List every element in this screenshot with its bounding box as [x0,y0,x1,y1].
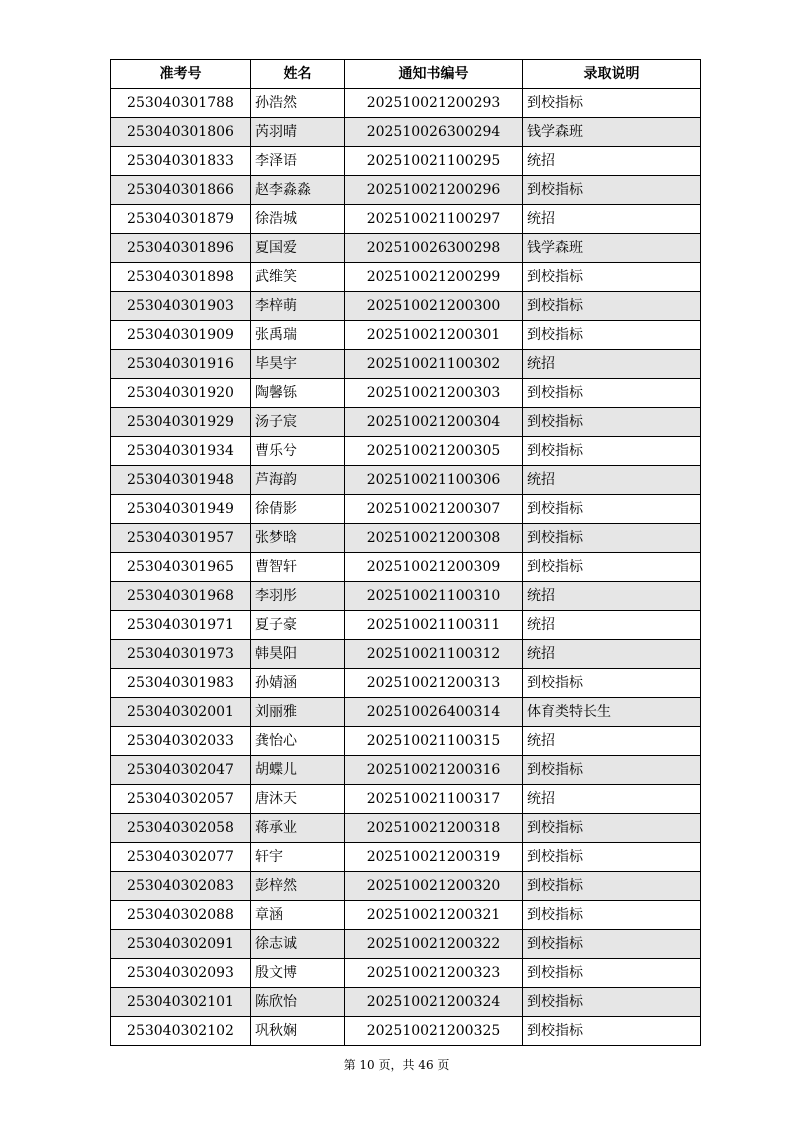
cell-exam-number: 253040301965 [111,553,251,582]
cell-admission-note: 到校指标 [523,988,701,1017]
cell-exam-number: 253040302058 [111,814,251,843]
cell-notice-number: 202510021100312 [345,640,523,669]
table-row [111,582,701,611]
cell-admission-note: 到校指标 [523,872,701,901]
table-row [111,785,701,814]
table-row [111,930,701,959]
cell-admission-note: 到校指标 [523,408,701,437]
cell-notice-number: 202510021200300 [345,292,523,321]
cell-exam-number: 253040301934 [111,437,251,466]
cell-notice-number: 202510021200322 [345,930,523,959]
cell-name: 张梦晗 [251,524,345,553]
cell-exam-number: 253040302033 [111,727,251,756]
cell-admission-note: 钱学森班 [523,234,701,263]
cell-admission-note: 到校指标 [523,959,701,988]
cell-notice-number: 202510021200301 [345,321,523,350]
table-row [111,118,701,147]
cell-notice-number: 202510021200313 [345,669,523,698]
cell-exam-number: 253040301909 [111,321,251,350]
table-row [111,959,701,988]
cell-admission-note: 体育类特长生 [523,698,701,727]
cell-notice-number: 202510021100297 [345,205,523,234]
cell-name: 胡蝶儿 [251,756,345,785]
table-row [111,234,701,263]
cell-name: 徐浩城 [251,205,345,234]
cell-name: 汤子宸 [251,408,345,437]
cell-notice-number: 202510026300298 [345,234,523,263]
cell-name: 曹智轩 [251,553,345,582]
table-row [111,727,701,756]
cell-exam-number: 253040302093 [111,959,251,988]
table-row [111,176,701,205]
table-row [111,292,701,321]
header-exam-number: 准考号 [111,60,251,89]
cell-exam-number: 253040301788 [111,89,251,118]
cell-notice-number: 202510021200321 [345,901,523,930]
cell-notice-number: 202510021200304 [345,408,523,437]
table-row [111,408,701,437]
cell-admission-note: 统招 [523,205,701,234]
cell-name: 陶馨铄 [251,379,345,408]
table-row [111,205,701,234]
cell-name: 孙婧涵 [251,669,345,698]
cell-notice-number: 202510021200309 [345,553,523,582]
cell-exam-number: 253040301971 [111,611,251,640]
cell-name: 李泽语 [251,147,345,176]
table-row [111,263,701,292]
cell-name: 徐倩影 [251,495,345,524]
cell-notice-number: 202510021200318 [345,814,523,843]
cell-name: 刘丽雅 [251,698,345,727]
table-row [111,640,701,669]
cell-notice-number: 202510021200320 [345,872,523,901]
cell-admission-note: 到校指标 [523,379,701,408]
cell-exam-number: 253040301957 [111,524,251,553]
cell-exam-number: 253040301920 [111,379,251,408]
cell-exam-number: 253040301916 [111,350,251,379]
cell-notice-number: 202510021200308 [345,524,523,553]
cell-name: 李梓萌 [251,292,345,321]
cell-exam-number: 253040302077 [111,843,251,872]
table-row [111,147,701,176]
cell-exam-number: 253040301983 [111,669,251,698]
cell-notice-number: 202510021200316 [345,756,523,785]
cell-name: 毕昊宇 [251,350,345,379]
header-notice-number: 通知书编号 [345,60,523,89]
cell-admission-note: 到校指标 [523,524,701,553]
admission-table [110,59,701,1046]
cell-exam-number: 253040301866 [111,176,251,205]
cell-notice-number: 202510021200307 [345,495,523,524]
table-row [111,698,701,727]
cell-name: 唐沐天 [251,785,345,814]
cell-name: 章涵 [251,901,345,930]
cell-name: 陈欣怡 [251,988,345,1017]
cell-exam-number: 253040301879 [111,205,251,234]
cell-name: 蒋承业 [251,814,345,843]
cell-exam-number: 253040301806 [111,118,251,147]
cell-notice-number: 202510021100315 [345,727,523,756]
table-row [111,611,701,640]
cell-exam-number: 253040301948 [111,466,251,495]
cell-exam-number: 253040302101 [111,988,251,1017]
table-row [111,466,701,495]
cell-notice-number: 202510021200325 [345,1017,523,1046]
cell-admission-note: 到校指标 [523,669,701,698]
table-body [111,89,701,1046]
cell-name: 徐志诚 [251,930,345,959]
header-admission-note: 录取说明 [523,60,701,89]
cell-admission-note: 统招 [523,350,701,379]
header-name: 姓名 [251,60,345,89]
cell-notice-number: 202510021200324 [345,988,523,1017]
cell-notice-number: 202510021200303 [345,379,523,408]
table-row [111,669,701,698]
table-row [111,437,701,466]
cell-name: 赵李淼淼 [251,176,345,205]
cell-admission-note: 统招 [523,582,701,611]
cell-exam-number: 253040301833 [111,147,251,176]
cell-admission-note: 统招 [523,640,701,669]
table-row [111,843,701,872]
cell-exam-number: 253040302001 [111,698,251,727]
cell-exam-number: 253040301896 [111,234,251,263]
cell-name: 武维笑 [251,263,345,292]
cell-notice-number: 202510021100317 [345,785,523,814]
cell-admission-note: 到校指标 [523,553,701,582]
cell-admission-note: 统招 [523,727,701,756]
cell-exam-number: 253040302083 [111,872,251,901]
cell-name: 孙浩然 [251,89,345,118]
cell-notice-number: 202510026300294 [345,118,523,147]
table-row [111,379,701,408]
cell-admission-note: 到校指标 [523,292,701,321]
cell-notice-number: 202510021100311 [345,611,523,640]
cell-admission-note: 到校指标 [523,814,701,843]
cell-name: 夏国爱 [251,234,345,263]
cell-name: 曹乐兮 [251,437,345,466]
cell-admission-note: 到校指标 [523,1017,701,1046]
table-row [111,872,701,901]
cell-notice-number: 202510021200319 [345,843,523,872]
cell-exam-number: 253040301968 [111,582,251,611]
table-row [111,350,701,379]
table-header [111,60,701,89]
cell-admission-note: 到校指标 [523,901,701,930]
cell-name: 芮羽晴 [251,118,345,147]
cell-name: 张禹瑞 [251,321,345,350]
cell-admission-note: 到校指标 [523,495,701,524]
table-row [111,321,701,350]
cell-admission-note: 到校指标 [523,437,701,466]
cell-exam-number: 253040301973 [111,640,251,669]
table-row [111,553,701,582]
cell-exam-number: 253040302091 [111,930,251,959]
cell-name: 龚怡心 [251,727,345,756]
cell-exam-number: 253040302057 [111,785,251,814]
cell-admission-note: 到校指标 [523,930,701,959]
cell-exam-number: 253040301898 [111,263,251,292]
table-row [111,988,701,1017]
cell-admission-note: 统招 [523,147,701,176]
cell-notice-number: 202510021200296 [345,176,523,205]
cell-exam-number: 253040302102 [111,1017,251,1046]
cell-notice-number: 202510021100306 [345,466,523,495]
cell-notice-number: 202510021200293 [345,89,523,118]
cell-notice-number: 202510021200299 [345,263,523,292]
cell-name: 李羽彤 [251,582,345,611]
header-row [111,60,701,89]
cell-name: 夏子豪 [251,611,345,640]
table-row [111,1017,701,1046]
cell-name: 韩昊阳 [251,640,345,669]
table-row [111,814,701,843]
cell-exam-number: 253040301949 [111,495,251,524]
page-footer: 第 10 页，共 46 页 [343,1058,450,1072]
cell-admission-note: 到校指标 [523,843,701,872]
table-row [111,495,701,524]
cell-notice-number: 202510021100310 [345,582,523,611]
cell-admission-note: 统招 [523,785,701,814]
cell-admission-note: 统招 [523,466,701,495]
cell-admission-note: 到校指标 [523,176,701,205]
cell-exam-number: 253040302047 [111,756,251,785]
cell-name: 巩秋娴 [251,1017,345,1046]
cell-notice-number: 202510026400314 [345,698,523,727]
cell-admission-note: 到校指标 [523,89,701,118]
cell-admission-note: 统招 [523,611,701,640]
table-row [111,524,701,553]
cell-admission-note: 到校指标 [523,321,701,350]
cell-notice-number: 202510021200323 [345,959,523,988]
cell-admission-note: 到校指标 [523,756,701,785]
cell-exam-number: 253040301929 [111,408,251,437]
cell-name: 彭梓然 [251,872,345,901]
table-row [111,756,701,785]
cell-notice-number: 202510021100302 [345,350,523,379]
cell-admission-note: 钱学森班 [523,118,701,147]
cell-name: 轩宇 [251,843,345,872]
table-row [111,89,701,118]
cell-notice-number: 202510021200305 [345,437,523,466]
cell-exam-number: 253040302088 [111,901,251,930]
cell-admission-note: 到校指标 [523,263,701,292]
table-row [111,901,701,930]
cell-exam-number: 253040301903 [111,292,251,321]
cell-name: 殷文博 [251,959,345,988]
cell-name: 芦海韵 [251,466,345,495]
cell-notice-number: 202510021100295 [345,147,523,176]
